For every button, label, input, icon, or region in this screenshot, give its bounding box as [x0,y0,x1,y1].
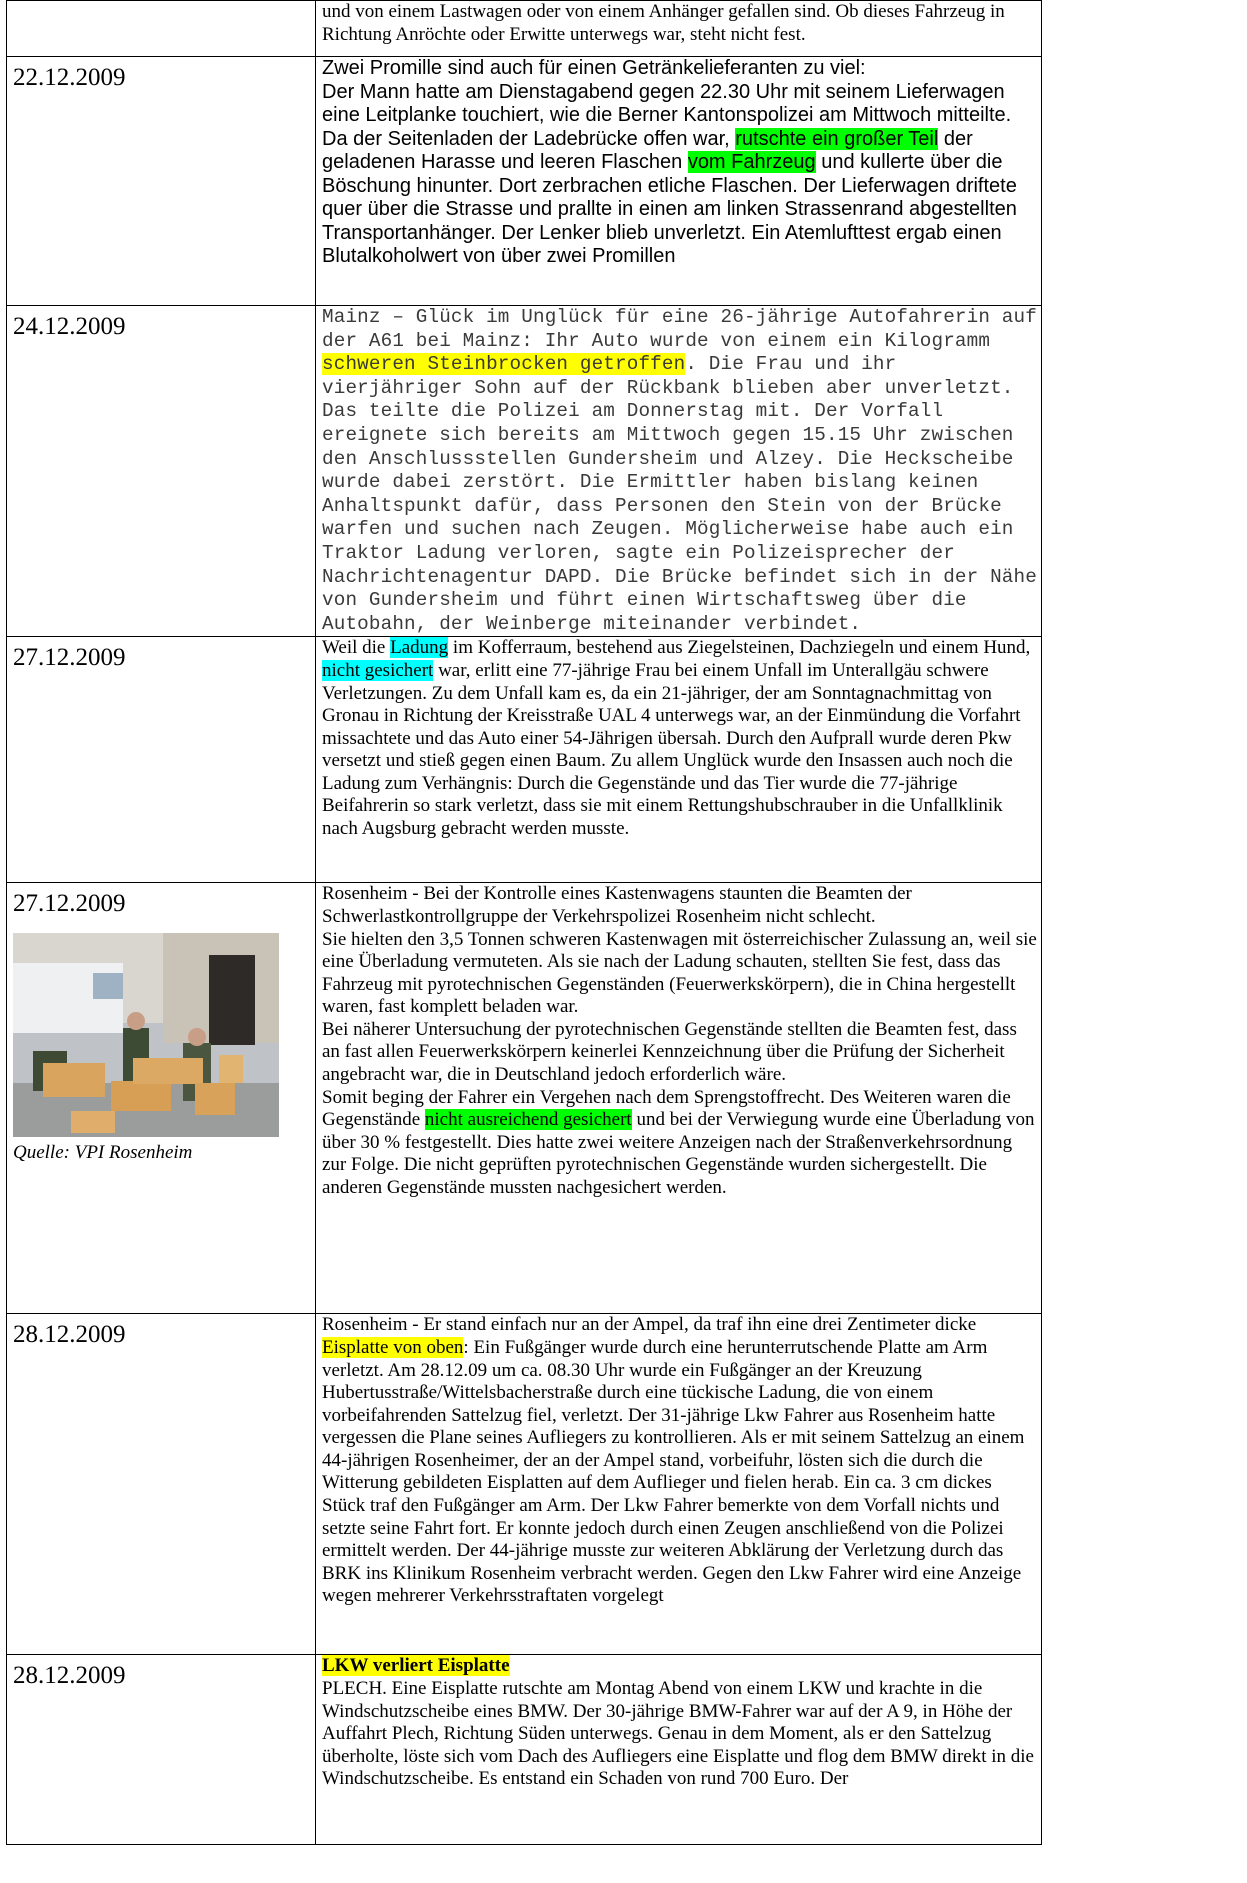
report-text: : Ein Fußgänger wurde durch eine herunterrutschende Platte am Arm verletzt. Am 28.12.09 um ca. 08.30 Uhr wurde ein Fußgänger an der Kreuzung Hubertusstraße/Wittelsbacherstraße durch eine tückische Ladung, die von einem vorbeifahrenden Sattelzug fiel, verletzt. Der 31-jährige Lkw Fahrer aus Rosenheim hatte vergessen die Plane seines Aufliegers zu kontrollieren. Als er mit seinem Sattelzug an einem 44-jährigen Rosenheimer, der an der Ampel stand, vorbeifuhr, lösten sich die durch die Witterung gebildeten Eisplatten auf dem Auflieger und fielen herab. Ein ca. 3 cm dickes Stück traf den Fußgänger am Arm. Der Lkw Fahrer bemerkte von dem Vorfall nichts und setzte seine Fahrt fort. Er konnte jedoch durch einen Zeugen anschließend von die Polizei ermittelt werden. Der 44-jährige musste zur weiteren Abklärung der Verletzung durch das BRK ins Klinikum Rosenheim verbracht werden. Gegen den Lkw Fahrer wird eine Anzeige wegen mehrerer Verkehrsstraftaten vorgelegt [322,1336,1025,1607]
row-date: 24.12.2009 [13,313,126,340]
highlighted-text: rutschte ein großer Teil [735,127,939,150]
report-cell [316,306,1042,637]
table-row [7,1,1042,57]
report-text: Der Mann hatte am Dienstagabend gegen 22.30 Uhr mit seinem Lieferwagen eine Leitplanke touchiert, wie die Berner Kantonspolizei am Mittwoch mitteilte. Da der Seitenladen der Ladebrücke offen war, [322,80,1012,150]
report-cell [316,1314,1042,1655]
report-text: Somit beging der Fahrer ein Vergehen nach dem Sprengstoffrecht. Des Weiteren waren die Gegenstände [322,1086,1011,1131]
report-paragraph [322,929,1039,1019]
table-row [7,637,1042,883]
date-cell [7,306,316,637]
date-cell [7,883,316,1314]
table-row [7,1314,1042,1655]
row-date: 28.12.2009 [13,1662,126,1690]
report-paragraph [322,81,1039,269]
report-paragraph [322,1,1039,46]
report-text: . Die Frau und ihr vierjähriger Sohn auf der Rückbank blieben aber unverletzt. Das teilte die Polizei am Donnerstag mit. Der Vorfall ereignete sich bereits am Mittwoch gegen 15.15 Uhr zwischen den Anschlussstellen Gundersheim und Alzey. Die Heckscheibe wurde dabei zerstört. Die Ermittler haben bislang keinen Anhaltspunkt dafür, dass Personen den Stein von der Brücke warfen und suchen nach Zeugen. Möglicherweise habe auch ein Traktor Ladung verloren, sagte ein Polizeisprecher der Nachrichtenagentur DAPD. Die Brücke befindet sich in der Nähe von Gundersheim und führt einen Wirtschaftsweg über die Autobahn, der Weinberge miteinander verbindet. [322,353,1037,635]
highlighted-text: nicht gesichert [322,659,434,681]
report-paragraph [322,57,1039,81]
report-paragraph [322,1087,1039,1200]
report-paragraph [322,306,1039,636]
highlighted-text: LKW verliert Eisplatte [322,1655,510,1677]
report-paragraph [322,1019,1039,1087]
table-row [7,57,1042,306]
highlighted-text: vom Fahrzeug [687,151,816,173]
report-text: Rosenheim - Er stand einfach nur an der Ampel, da traf ihn eine drei Zentimeter dicke [322,1314,977,1336]
highlighted-text: Eisplatte von oben [322,1336,464,1358]
report-paragraph [322,1678,1039,1791]
date-cell [7,1,316,57]
row-date: 28.12.2009 [13,1321,126,1349]
report-paragraph [322,1655,1039,1678]
date-cell [7,1314,316,1655]
incident-log-table [6,0,1042,1845]
report-text: PLECH. Eine Eisplatte rutschte am Montag Abend von einem LKW und krachte in die Windschutzscheibe eines BMW. Der 30-jährige BMW-Fahrer war auf der A 9, in Höhe der Auffahrt Plech, Richtung Süden unterwegs. Genau in dem Moment, als er den Sattelzug überholte, löste sich vom Dach des Aufliegers eine Eisplatte und flog dem BMW direkt in die Windschutzscheibe. Es entstand ein Schaden von rund 700 Euro. Der [322,1677,1034,1790]
report-text: und kullerte über die Böschung hinunter. Dort zerbrachen etliche Flaschen. Der Lieferwagen driftete quer über die Strasse und prallte in einen am linken Strassenrand abgestellten Transportanhänger. Der Lenker blieb unverletzt. Ein Atemlufttest ergab einen Blutalkoholwert von über zwei Promillen [322,151,1017,267]
report-text: und von einem Lastwagen oder von einem Anhänger gefallen sind. Ob dieses Fahrzeug in Richtung Anröchte oder Erwitte unterwegs war, steht nicht fest. [322,1,1005,45]
report-text: war, erlitt eine 77-jährige Frau bei einem Unfall im Unterallgäu schwere Verletzungen. Zu dem Unfall kam es, da ein 21-jähriger, der am Sonntagnachmittag von Gronau in Richtung der Kreisstraße UAL 4 unterwegs war, an der Einmündung die Vorfahrt missachtete und das Auto einer 54-Jährigen übersah. Durch den Aufprall wurde deren Pkw versetzt und stieß gegen einen Baum. Zu allem Unglück wurde den Insassen auch noch die Ladung zum Verhängnis: Durch die Gegenstände und das Tier wurde die 77-jährige Beifahrerin so stark verletzt, dass sie mit einem Rettungshubschrauber in die Unfallklinik nach Augsburg gebracht werden musste. [322,659,1021,840]
report-text: Bei näherer Untersuchung der pyrotechnischen Gegenstände stellten die Beamten fest, dass an fast allen Feuerwerkskörpern keinerlei Kennzeichnung über die Prüfung der Sicherheit angebracht war, die in Deutschland jedoch erforderlich wäre. [322,1018,1017,1086]
highlighted-text: nicht ausreichend gesichert [424,1109,632,1131]
report-cell [316,883,1042,1314]
table-row [7,1655,1042,1845]
report-paragraph [322,883,1039,928]
report-cell [316,1,1042,57]
report-text: Zwei Promille sind auch für einen Getränkelieferanten zu viel: [322,57,866,79]
table-row [7,883,1042,1314]
report-text: im Kofferraum, bestehend aus Ziegelsteinen, Dachziegeln und einem Hund, [448,637,1031,659]
report-cell [316,1655,1042,1845]
report-text: Weil die [322,637,391,659]
report-text: Rosenheim - Bei der Kontrolle eines Kastenwagens staunten die Beamten der Schwerlastkontrollgruppe der Verkehrspolizei Rosenheim nicht schlecht. [322,883,912,927]
row-date [13,1,313,7]
report-cell [316,637,1042,883]
date-cell [7,1655,316,1845]
row-date: 27.12.2009 [13,644,126,672]
highlighted-text: Ladung [390,637,449,659]
date-cell [7,57,316,306]
report-text: der geladenen Harasse und leeren Flaschen [322,127,973,173]
report-cell [316,57,1042,306]
highlighted-text: schweren Steinbrocken getroffen [322,353,686,376]
report-text: Mainz – Glück im Unglück für eine 26-jährige Autofahrerin auf der A61 bei Mainz: Ihr Auto wurde von einem ein Kilogramm [322,306,1037,352]
report-text: und bei der Verwiegung wurde eine Überladung von über 30 % festgestellt. Dies hatte zwei weitere Anzeigen nach der Straßenverkehrsordnung zur Folge. Die nicht geprüften pyrotechnischen Gegenstände wurden sichergestellt. Die anderen Gegenstände mussten nachgesichert werden. [322,1109,1035,1199]
photo-caption: Quelle: VPI Rosenheim [13,1142,193,1164]
report-paragraph [322,637,1039,840]
table-row [7,306,1042,637]
row-date: 22.12.2009 [13,64,126,91]
date-cell [7,637,316,883]
inspection-photo [13,933,279,1137]
row-date: 27.12.2009 [13,890,126,918]
report-text: Sie hielten den 3,5 Tonnen schweren Kastenwagen mit österreichischer Zulassung an, weil sie eine Überladung vermuteten. Als sie nach der Ladung schauten, stellten Sie fest, dass das Fahrzeug mit pyrotechnischen Gegenständen (Feuerwerkskörpern), die in China hergestellt waren, fast komplett beladen war. [322,928,1037,1018]
report-paragraph [322,1314,1039,1608]
